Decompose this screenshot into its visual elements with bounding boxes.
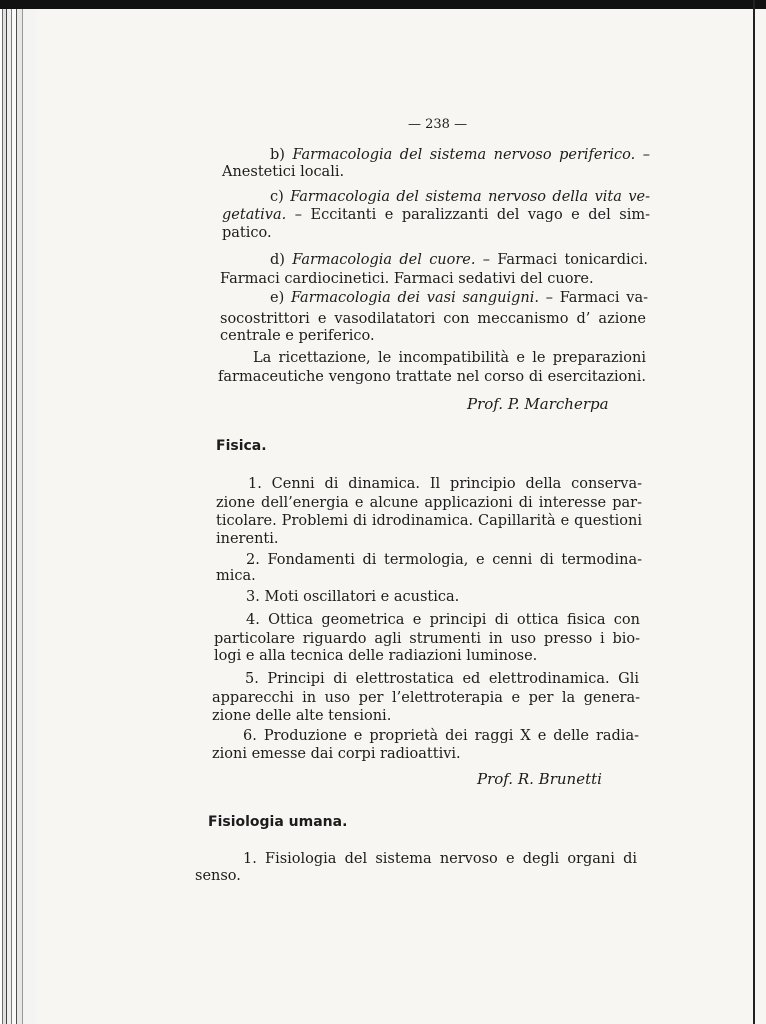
text-line bbox=[220, 327, 375, 346]
text-line bbox=[270, 188, 650, 207]
text: – Eccitanti e paralizzanti del vago e del sim- bbox=[286, 207, 650, 223]
text-line bbox=[243, 727, 639, 746]
text: 2. Fondamenti di termologia, e cenni di termodina- bbox=[246, 552, 642, 568]
text-line bbox=[214, 647, 537, 666]
text: e) bbox=[270, 290, 291, 306]
text-line bbox=[212, 745, 461, 764]
text-line bbox=[216, 512, 642, 531]
text: – Farmaci tonicardici. bbox=[475, 252, 648, 268]
text: c) bbox=[270, 189, 291, 205]
text-line bbox=[216, 530, 278, 549]
text: 3. Moti oscillatori e acustica. bbox=[246, 589, 460, 605]
italic-text: getativa. bbox=[222, 207, 287, 223]
text-line bbox=[222, 206, 650, 225]
text: zione dell’energia e alcune applicazioni di interesse par- bbox=[216, 495, 642, 511]
italic-text: Farmacologia del sistema nervoso periferico. bbox=[292, 147, 636, 163]
page-number: — 238 — bbox=[408, 117, 468, 132]
text: Farmaci cardiocinetici. Farmaci sedativi del cuore. bbox=[220, 271, 594, 287]
italic-text: Farmacologia del cuore. bbox=[292, 252, 476, 268]
signature-marcherpa: Prof. P. Marcherpa bbox=[467, 395, 609, 413]
text: La ricettazione, le incompatibilità e le preparazioni bbox=[253, 350, 646, 366]
text: centrale e periferico. bbox=[220, 328, 375, 344]
text: ticolare. Problemi di idrodinamica. Capillarità e questioni bbox=[216, 513, 642, 529]
text: farmaceutiche vengono trattate nel corso di esercitazioni. bbox=[218, 369, 646, 385]
text: – Farmaci va- bbox=[539, 290, 648, 306]
heading-fisiologia-umana: Fisiologia umana. bbox=[208, 814, 348, 830]
text: senso. bbox=[195, 868, 241, 884]
text-line bbox=[246, 611, 640, 630]
text-line bbox=[220, 270, 594, 289]
text-line bbox=[218, 368, 646, 387]
signature-brunetti: Prof. R. Brunetti bbox=[477, 770, 602, 788]
text-line bbox=[216, 567, 256, 586]
text-line bbox=[222, 224, 272, 243]
text-line bbox=[243, 850, 637, 869]
text: apparecchi in uso per l’elettroterapia e per la genera- bbox=[212, 690, 640, 706]
text: b) bbox=[270, 147, 293, 163]
book-binding-edge bbox=[0, 0, 36, 1024]
text: patico. bbox=[222, 225, 272, 241]
text-line bbox=[246, 551, 642, 570]
text: 1. Fisiologia del sistema nervoso e degli organi di bbox=[243, 851, 637, 867]
text-line bbox=[248, 475, 642, 494]
text-line bbox=[212, 707, 391, 726]
text-line bbox=[216, 494, 642, 513]
text: socostrittori e vasodilatatori con meccanismo d’ azione bbox=[220, 311, 646, 327]
text: zioni emesse dai corpi radioattivi. bbox=[212, 746, 461, 762]
text-line bbox=[270, 289, 648, 308]
text-line bbox=[246, 588, 459, 607]
heading-fisica: Fisica. bbox=[216, 438, 267, 454]
text-line bbox=[222, 163, 344, 182]
text: 1. Cenni di dinamica. Il principio della conserva- bbox=[248, 476, 642, 492]
text: 4. Ottica geometrica e principi di ottica fisica con bbox=[246, 612, 640, 628]
text: inerenti. bbox=[216, 531, 279, 547]
text-line bbox=[212, 689, 640, 708]
text: mica. bbox=[216, 568, 256, 584]
text-line bbox=[245, 670, 639, 689]
text-line bbox=[253, 349, 646, 368]
italic-text: Farmacologia dei vasi sanguigni. bbox=[290, 290, 539, 306]
text-line bbox=[270, 251, 648, 270]
text-line bbox=[195, 867, 241, 886]
text: d) bbox=[270, 252, 293, 268]
text: – bbox=[635, 147, 650, 163]
italic-text: Farmacologia del sistema nervoso della vita ve- bbox=[290, 189, 650, 205]
page-right-edge bbox=[753, 0, 755, 1024]
text: 5. Principi di elettrostatica ed elettrodinamica. Gli bbox=[245, 671, 639, 687]
text: logi e alla tecnica delle radiazioni luminose. bbox=[214, 648, 538, 664]
text: Anestetici locali. bbox=[222, 164, 345, 180]
text: particolare riguardo agli strumenti in uso presso i bio- bbox=[214, 631, 640, 647]
scan-top-border bbox=[0, 0, 766, 9]
text: 6. Produzione e proprietà dei raggi X e delle radia- bbox=[243, 728, 639, 744]
text: zione delle alte tensioni. bbox=[212, 708, 392, 724]
